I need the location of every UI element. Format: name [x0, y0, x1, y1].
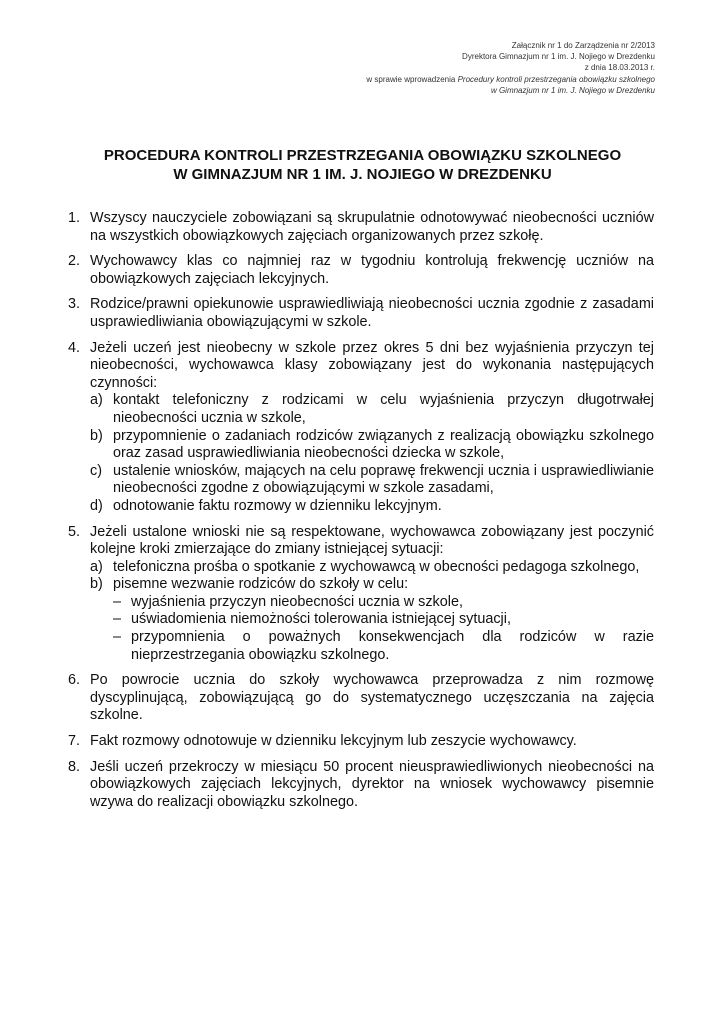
item-number: 2.: [68, 253, 81, 270]
item-number: 3.: [68, 296, 81, 313]
list-item: [0, 524, 654, 665]
dash-item: [90, 629, 654, 664]
list-item: [0, 253, 654, 288]
list-item: [0, 340, 654, 516]
sub-item-letter: d): [90, 497, 103, 514]
dash-mark: –: [113, 611, 122, 628]
item-text: Wychowawcy klas co najmniej raz w tygodniu kontrolują frekwencję uczniów na obowiązkowych zajęciach lekcyjnych.: [90, 253, 654, 287]
sub-item-letter: b): [90, 576, 103, 593]
item-number: 1.: [68, 210, 81, 226]
title-line: PROCEDURA KONTROLI PRZESTRZEGANIA OBOWIĄZKU SZKOLNEGO: [103, 147, 622, 164]
sub-item-text: kontakt telefoniczny z rodzicami w celu wyjaśnienia przyczyn długotrwałej nieobecności ucznia w szkole,: [113, 392, 654, 426]
item-number: 5.: [68, 523, 81, 540]
item-text: Wszyscy nauczyciele zobowiązani są skrupulatnie odnotowywać nieobecności uczniów na wszystkich obowiązkowych zajęciach organizowanych przez szkołę.: [90, 210, 654, 244]
header-line: Załącznik nr 1 do Zarządzenia nr 2/2013: [511, 41, 655, 50]
item-text: Jeśli uczeń przekroczy w miesiącu 50 procent nieusprawiedliwionych nieobecności na obowiązkowych zajęciach lekcyjnych, dyrektor na wniosek wychowawcy pisemnie wzywa do realizacji obowiązku szkolnego.: [90, 758, 654, 810]
item-text: Jeżeli uczeń jest nieobecny w szkole przez okres 5 dni bez wyjaśnienia przyczyn tej nieobecności, wychowawca klasy zobowiązany jest do wykonania następujących czynności:: [90, 339, 654, 391]
sub-item: [90, 428, 654, 463]
header-line: Dyrektora Gimnazjum nr 1 im. J. Nojiego w Drezdenku: [462, 52, 655, 62]
sub-item: [90, 463, 654, 498]
header-line: [366, 85, 655, 96]
sub-item-letter: a): [90, 558, 103, 575]
dash-item-text: uświadomienia niemożności tolerowania istniejącej sytuacji,: [131, 611, 511, 628]
header-line-prefix: w sprawie wprowadzenia: [366, 74, 458, 84]
item-number: 6.: [68, 672, 81, 689]
dash-item-text: przypomnienia o poważnych konsekwencjach dla rodziców w razie nieprzestrzegania obowiązku szkolnego.: [131, 629, 654, 663]
sub-item-text: telefoniczna prośba o spotkanie z wychowawcą w obecności pedagoga szkolnego,: [113, 558, 640, 575]
item-number: 7.: [68, 733, 81, 750]
list-item: [0, 296, 654, 331]
header-line: z dnia 18.03.2013 r.: [584, 63, 655, 73]
sub-item: [90, 576, 654, 594]
document-header: [366, 40, 655, 96]
item-text: Fakt rozmowy odnotowuje w dzienniku lekcyjnym lub zeszycie wychowawcy.: [90, 733, 577, 750]
list-item: [0, 733, 654, 751]
document-title: [0, 146, 725, 184]
sub-item-letter: b): [90, 427, 103, 444]
list-item: [0, 759, 654, 812]
sub-item-text: przypomnienie o zadaniach rodziców związanych z realizacją obowiązku szkolnego oraz zasad usprawiedliwiania nieobecności dziecka w szkole,: [113, 427, 654, 462]
dash-mark: –: [113, 629, 122, 646]
sub-item-letter: c): [90, 462, 102, 479]
sub-item: [90, 392, 654, 427]
sub-item-text: pisemne wezwanie rodziców do szkoły w celu:: [113, 576, 409, 593]
header-line-italic: Procedury kontroli przestrzegania obowiązku szkolnego: [457, 74, 655, 84]
dash-item: [90, 611, 654, 629]
sub-item-text: odnotowanie faktu rozmowy w dzienniku lekcyjnym.: [113, 497, 442, 514]
item-number: 4.: [68, 339, 81, 356]
list-item: [0, 210, 654, 245]
dash-item-text: wyjaśnienia przyczyn nieobecności ucznia w szkole,: [131, 593, 463, 610]
sub-item: [90, 559, 654, 577]
procedure-list: [0, 210, 725, 819]
item-text: Po powrocie ucznia do szkoły wychowawca przeprowadza z nim rozmowę dyscyplinującą, zobowiązującą go do systematycznego uczęszczania na zajęcia szkolne.: [90, 672, 654, 724]
title-line: W GIMNAZJUM NR 1 IM. J. NOJIEGO W DREZDENKU: [173, 166, 552, 183]
item-text: Jeżeli ustalone wnioski nie są respektowane, wychowawca zobowiązany jest poczynić kolejne kroki zmierzające do zmiany istniejącej sytuacji:: [90, 523, 654, 558]
dash-mark: –: [113, 593, 122, 610]
item-text: Rodzice/prawni opiekunowie usprawiedliwiają nieobecności ucznia zgodnie z zasadami usprawiedliwiania obowiązującymi w szkole.: [90, 296, 654, 330]
dash-item: [90, 594, 654, 612]
list-item: [0, 672, 654, 725]
header-line-italic: w Gimnazjum nr 1 im. J. Nojiego w Drezdenku: [490, 85, 655, 95]
sub-item: [90, 498, 654, 516]
sub-item-letter: a): [90, 392, 103, 409]
item-number: 8.: [68, 758, 81, 775]
header-line: [366, 74, 655, 85]
sub-item-text: ustalenie wniosków, mających na celu poprawę frekwencji ucznia i usprawiedliwianie nieobecności zgodne z obowiązującymi w szkole zasadami,: [113, 462, 654, 497]
